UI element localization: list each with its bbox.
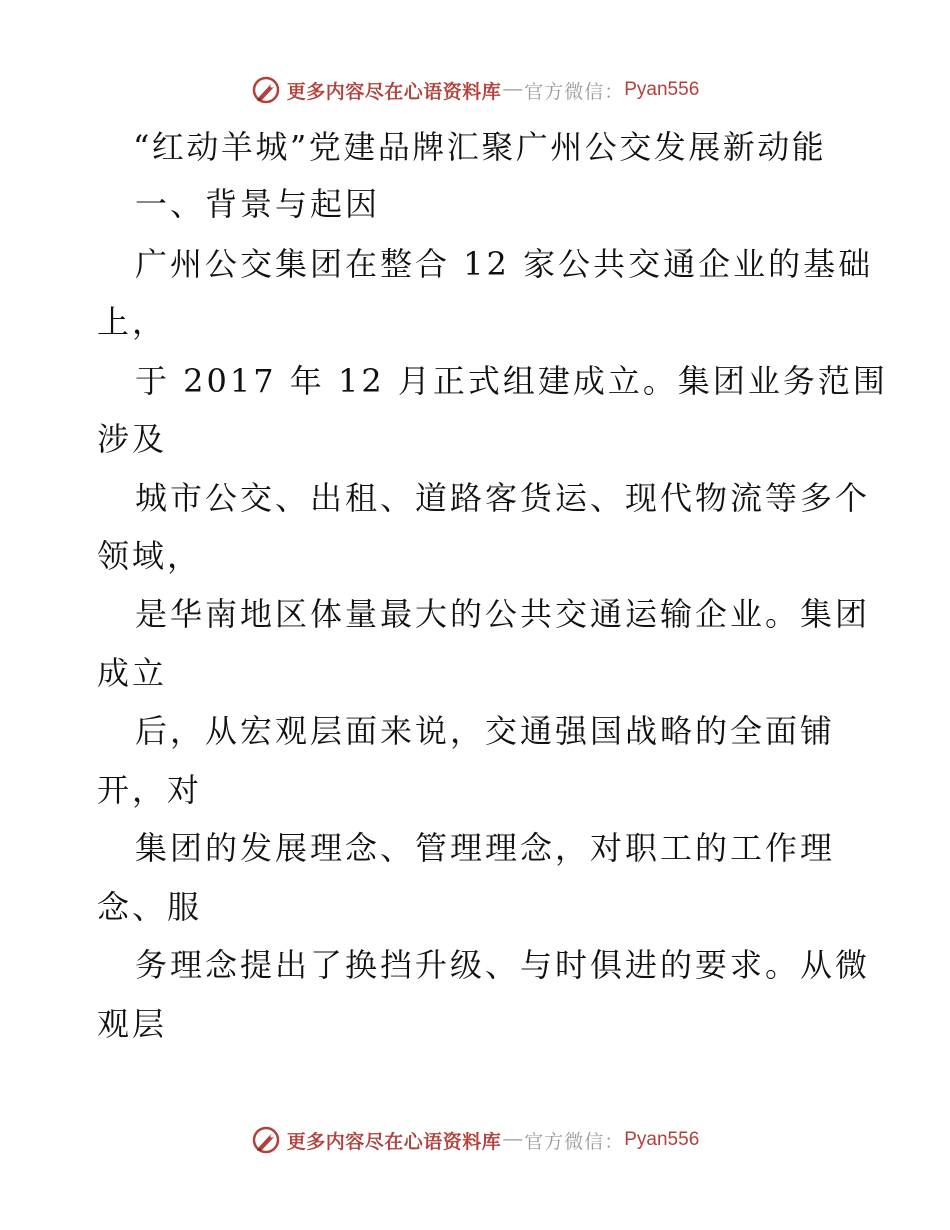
banner-wechat-label: 官方微信：: [524, 1130, 625, 1153]
paragraph-line: 后，从宏观层面来说，交通强国战略的全面铺: [135, 712, 836, 750]
paragraph-line: 观层: [97, 1005, 168, 1043]
paragraph-line: 是华南地区体量最大的公共交通运输企业。集团: [135, 595, 871, 633]
paragraph-line: 涉及: [97, 420, 168, 458]
section-heading: 一、背景与起因: [135, 185, 381, 223]
paragraph-line: 成立: [97, 654, 168, 692]
paragraph-line: 务理念提出了换挡升级、与时俱进的要求。从微: [135, 946, 871, 984]
paragraph-line: 开，对: [97, 771, 203, 809]
banner-wechat-id: Pyan556: [624, 79, 700, 100]
footer-banner: [0, 1120, 950, 1160]
banner-wechat-id: Pyan556: [624, 1129, 700, 1150]
pen-nib-logo-icon: [251, 1125, 281, 1155]
paragraph-line: 广州公交集团在整合 12 家公共交通企业的基础: [135, 245, 874, 283]
paragraph-line: 上，: [97, 303, 168, 341]
document-title: “红动羊城”党建品牌汇聚广州公交发展新动能: [133, 128, 827, 166]
paragraph-line: 集团的发展理念、管理理念，对职工的工作理: [135, 829, 836, 867]
pen-nib-logo-icon: [251, 75, 281, 105]
banner-wechat-label: 官方微信：: [524, 80, 625, 103]
banner-main-text: 更多内容尽在心语资料库: [286, 80, 502, 103]
banner-dash: —: [503, 1129, 523, 1150]
banner-main-text: 更多内容尽在心语资料库: [286, 1130, 502, 1153]
header-banner: [0, 70, 950, 110]
paragraph-line: 于 2017 年 12 月正式组建成立。集团业务范围: [135, 362, 888, 400]
paragraph-line: 念、服: [97, 888, 203, 926]
banner-dash: —: [503, 79, 523, 100]
paragraph-line: 城市公交、出租、道路客货运、现代物流等多个: [135, 479, 871, 517]
paragraph-line: 领域，: [97, 537, 203, 575]
